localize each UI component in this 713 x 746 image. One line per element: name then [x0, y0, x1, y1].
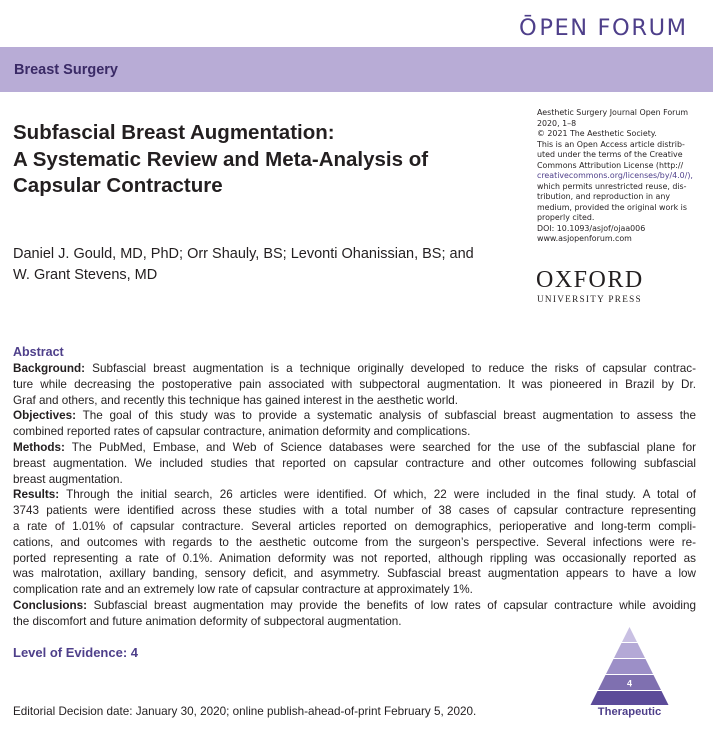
license-text: medium, provided the original work is	[537, 202, 687, 212]
abstract-line: cations, and outcomes with regards to the aesthetic outcome from the surgeon’s perspective. Several infections were re-	[13, 535, 696, 549]
abstract-body	[13, 361, 696, 630]
results-label: Results:	[13, 488, 60, 502]
abstract-line: a rate of 1.01% of capsular contracture. Several articles reported on demographics, perioperative and long-term compli-	[13, 519, 696, 533]
license-text: properly cited.	[537, 213, 595, 222]
abstract-conclusions	[13, 598, 696, 630]
license-text: tribution, and reproduction in any	[537, 192, 671, 201]
pyramid-level-number: 4	[626, 678, 633, 689]
abstract-line: breast augmentation. We included studies that reported on capsular contracture and other outcomes following subfascial	[13, 456, 696, 470]
journal-name: Aesthetic Surgery Journal Open Forum	[537, 108, 689, 117]
abstract-line	[13, 440, 696, 456]
license-link[interactable]: creativecommons.org/licenses/by/4.0/),	[537, 171, 693, 180]
evidence-pyramid-icon	[589, 627, 670, 705]
article-title	[13, 120, 518, 200]
abstract-heading: Abstract	[13, 345, 64, 359]
abstract-line: ported representing a rate of 0.1%. Animation deformity was not reported, although rippling was occasionally reported as	[13, 551, 696, 565]
abstract-text: Subfascial breast augmentation may provide the benefits of low rates of capsular contracture while avoiding	[87, 598, 696, 612]
section-header-band	[0, 47, 713, 92]
level-of-evidence: Level of Evidence: 4	[13, 645, 138, 660]
abstract-line: complication rate and an extremely low rate of capsular contracture at approximately 1%.	[13, 583, 473, 597]
author-line: W. Grant Stevens, MD	[13, 266, 158, 283]
abstract-text: The goal of this study was to provide a systematic analysis of subfascial breast augmentation to assess the	[76, 409, 696, 423]
abstract-text: Subfascial breast augmentation is a technique originally developed to reduce the risks of capsular contrac-	[85, 362, 696, 375]
license-text: which permits unrestricted reuse, dis-	[537, 181, 687, 191]
abstract-background	[13, 361, 696, 408]
abstract-line	[13, 487, 696, 503]
abstract-line: was malrotation, axillary banding, sensory deficit, and asymmetry. Subfascial breast augmentation appears to have a low	[13, 567, 696, 581]
abstract-objectives	[13, 408, 696, 440]
abstract-results	[13, 487, 696, 598]
evidence-pyramid-graphic	[589, 627, 670, 705]
abstract-text: The PubMed, Embase, and Web of Science databases were searched for the use of the subfascial plane for	[64, 440, 696, 454]
abstract-line	[13, 408, 696, 424]
pyramid-tier-1	[622, 627, 637, 642]
abstract-line: combined reported rates of capsular contracture, animation deformity and complications.	[13, 425, 471, 439]
evidence-pyramid-caption: Therapeutic	[597, 706, 662, 718]
logo-text	[519, 15, 688, 41]
abstract-line: ture while decreasing the postoperative pain associated with subpectoral augmentation. It was pioneered in Brazil by Dr.	[13, 377, 696, 391]
pyramid-tier-3	[606, 659, 653, 674]
editorial-decision-line: Editorial Decision date: January 30, 2020; online publish-ahead-of-print February 5, 2020.	[13, 705, 477, 718]
abstract-methods	[13, 440, 696, 487]
author-list	[13, 244, 518, 285]
logo-wordmark: PEN FORUM	[539, 15, 688, 41]
open-forum-logo	[519, 10, 688, 46]
oxford-logo: OXFORD	[536, 267, 644, 293]
pyramid-tier-2	[614, 643, 645, 658]
title-line: Capsular Contracture	[13, 174, 223, 197]
university-press-label: UNIVERSITY PRESS	[537, 294, 642, 304]
abstract-line: Graf and others, and recently this technique has gained interest in the aesthetic world.	[13, 393, 459, 407]
title-line: Subfascial Breast Augmentation:	[13, 121, 335, 144]
conclusions-label: Conclusions:	[13, 598, 88, 612]
pyramid-tier-5	[591, 691, 669, 705]
license-text: uted under the terms of the Creative	[537, 150, 683, 159]
journal-website[interactable]: www.asjopenforum.com	[537, 234, 632, 243]
license-text: This is an Open Access article distrib-	[537, 139, 685, 149]
license-text: Commons Attribution License (http://	[537, 160, 684, 170]
journal-year-pages: 2020, 1–8	[537, 118, 577, 128]
doi-line: DOI: 10.1093/asjof/ojaa006	[537, 223, 646, 233]
logo-o-mark: Ō	[519, 15, 539, 41]
section-label: Breast Surgery	[14, 61, 118, 78]
title-line: A Systematic Review and Meta-Analysis of	[13, 147, 429, 171]
abstract-line: breast augmentation.	[13, 472, 123, 486]
methods-label: Methods:	[13, 440, 65, 454]
abstract-line: the discomfort and future animation deformity of subpectoral augmentation.	[13, 614, 402, 628]
author-line: Daniel J. Gould, MD, PhD; Orr Shauly, BS; Levonti Ohanissian, BS; and	[13, 246, 474, 262]
copyright-line: © 2021 The Aesthetic Society.	[537, 129, 657, 138]
abstract-line	[13, 361, 696, 377]
background-label: Background:	[13, 362, 86, 375]
objectives-label: Objectives:	[13, 409, 77, 423]
publication-info	[537, 108, 707, 245]
abstract-line	[13, 598, 696, 614]
abstract-line: 3743 patients were identified across these studies with a total number of 38 cases of capsular contracture representing	[13, 504, 696, 518]
abstract-text: Through the initial search, 26 articles were identified. Of which, 22 were included in the final study. A total of	[59, 488, 696, 502]
